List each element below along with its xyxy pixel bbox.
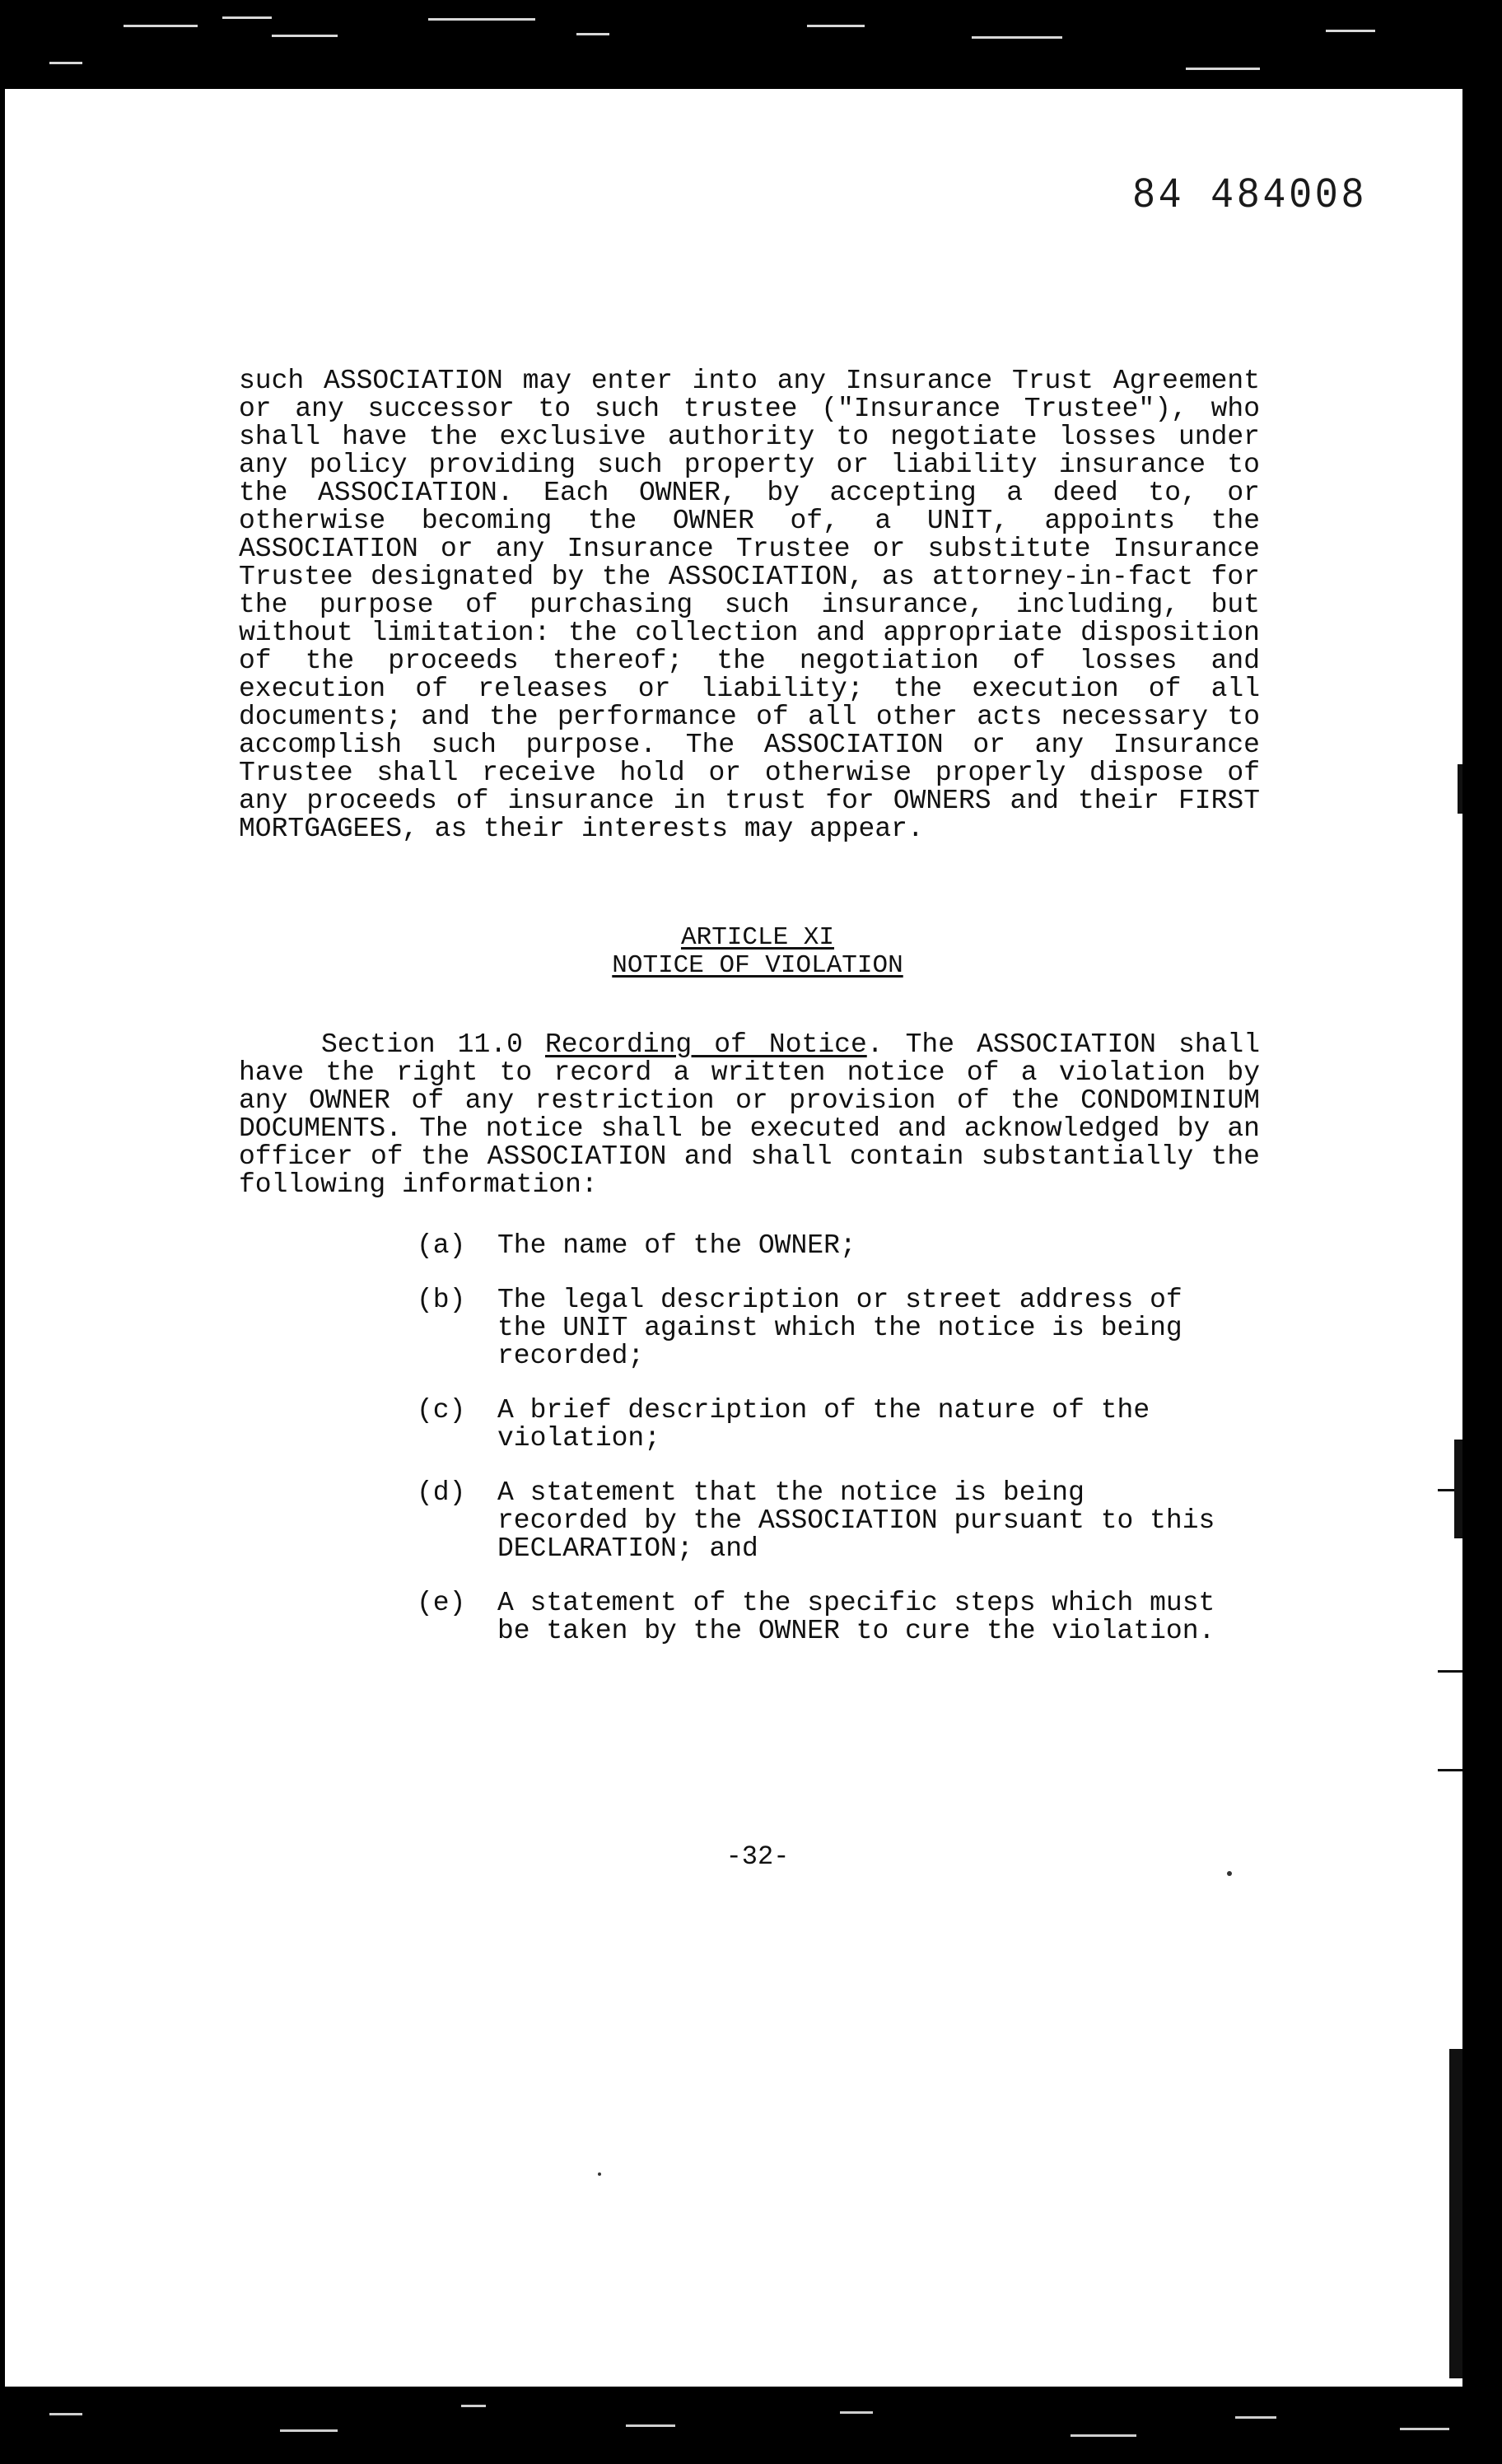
- information-list: [417, 1232, 1273, 1672]
- scan-speck: [1227, 1871, 1232, 1876]
- scan-edge-mark: [1449, 2049, 1462, 2378]
- scan-edge-mark: [1438, 1769, 1462, 1771]
- list-item-label: (e): [417, 1588, 466, 1618]
- list-item: [417, 1286, 1273, 1370]
- list-item: [417, 1397, 1273, 1453]
- list-item-label: (d): [417, 1477, 466, 1508]
- scan-edge-mark: [1458, 764, 1462, 814]
- list-item-label: (a): [417, 1230, 466, 1261]
- section-text: . The ASSOCIATION shall have the right to record a written notice of a violation by any OWNER of any restriction or provision of the CONDOMINIUM DOCUMENTS. The notice shall be executed and acknowledged by an officer of the ASSOCIATION and shall contain substantially the following information:: [239, 1029, 1260, 1200]
- list-item-text: The legal description or street address of the UNIT against which the notice is being recorded;: [497, 1285, 1182, 1371]
- article-number-text: ARTICLE XI: [680, 923, 835, 952]
- scan-bottom-border: [0, 2388, 1502, 2464]
- list-item: [417, 1232, 1273, 1260]
- body-paragraph: such ASSOCIATION may enter into any Insurance Trust Agreement or any successor to such trustee ("Insurance Trustee"), who shall have the exclusive authority to negotiate losses under any policy providing such property or liability insurance to the ASSOCIATION. Each OWNER, by accepting a deed to, or otherwise becoming the OWNER of, a UNIT, appoints the ASSOCIATION or any Insurance Trustee or substitute Insurance Trustee designated by the ASSOCIATION, as attorney-in-fact for the purpose of purchasing such insurance, including, but without limitation: the collection and appropriate disposition of the proceeds thereof; the negotiation of losses and execution of releases or liability; the execution of all documents; and the performance of all other acts necessary to accomplish such purpose. The ASSOCIATION or any Insurance Trustee shall receive hold or otherwise properly dispose of any proceeds of insurance in trust for OWNERS and their FIRST MORTGAGEES, as their interests may appear.: [239, 366, 1260, 844]
- page-number: -32-: [725, 1841, 790, 1872]
- list-item-text: A brief description of the nature of the violation;: [497, 1395, 1150, 1454]
- section-number: Section 11.0: [321, 1029, 523, 1060]
- list-item-text: A statement of the specific steps which must be taken by the OWNER to cure the violation.: [497, 1588, 1215, 1646]
- document-number: 84 484008: [1132, 171, 1368, 220]
- section-title: Recording of Notice: [544, 1029, 867, 1060]
- scan-edge-mark: [1438, 1670, 1462, 1673]
- section-paragraph: [239, 1031, 1260, 1199]
- list-item-label: (b): [417, 1285, 466, 1315]
- scan-edge-mark: [1438, 1489, 1462, 1491]
- list-item-label: (c): [417, 1395, 466, 1426]
- list-item-text: The name of the OWNER;: [497, 1230, 856, 1261]
- scan-speck: [598, 2172, 601, 2176]
- article-title-text: NOTICE OF VIOLATION: [612, 951, 903, 980]
- list-item: [417, 1479, 1273, 1563]
- article-title: [568, 952, 947, 980]
- article-number: [568, 924, 947, 952]
- list-item: [417, 1589, 1273, 1645]
- scan-top-border: [0, 0, 1502, 91]
- list-item-text: A statement that the notice is being recorded by the ASSOCIATION pursuant to this DECLARATION; and: [497, 1477, 1215, 1564]
